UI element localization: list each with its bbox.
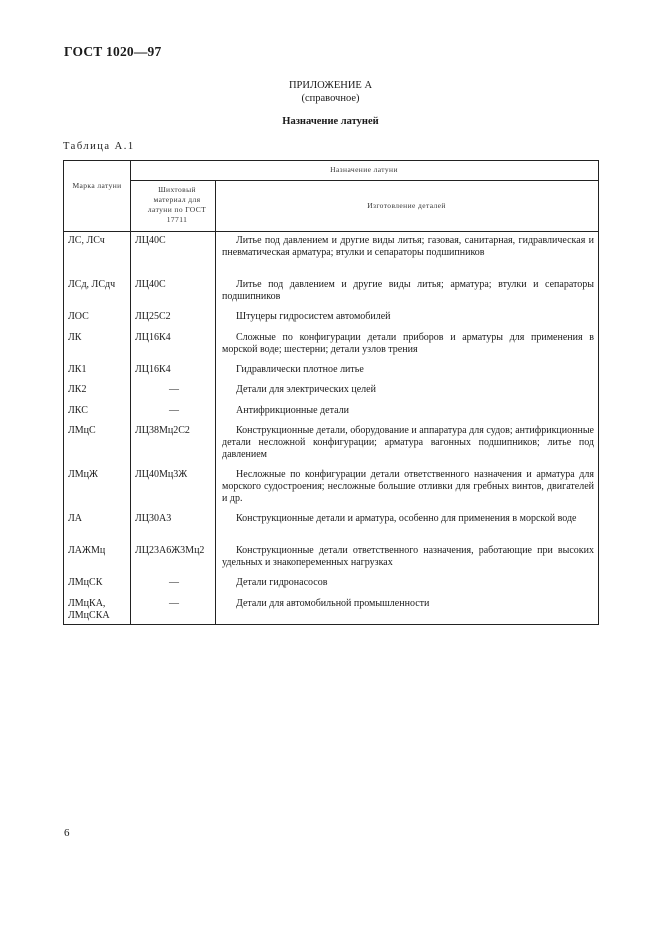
material-cell: ЛЦ16К4: [135, 364, 171, 375]
brand-cell: ЛК2: [68, 384, 87, 395]
column-divider: [215, 180, 216, 624]
brand-cell: ЛА: [68, 513, 83, 524]
appendix-note: (справочное): [301, 93, 360, 104]
header-purpose-group: Назначение латуни: [330, 165, 398, 174]
brand-cell: ЛОС: [68, 311, 89, 322]
document-code: ГОСТ 1020—97: [64, 44, 162, 59]
brand-cell: ЛК1: [68, 364, 87, 375]
material-cell: ЛЦ30А3: [135, 513, 172, 524]
material-cell: —: [169, 405, 179, 416]
parts-cell: Детали гидронасосов: [236, 577, 328, 588]
appendix-heading: [0, 79, 661, 105]
parts-cell: Гидравлически плотное литье: [236, 364, 364, 375]
parts-cell: Штуцеры гидросистем автомобилей: [236, 311, 391, 322]
brand-cell: ЛМцСК: [68, 577, 103, 588]
material-cell: ЛЦ25С2: [135, 311, 171, 322]
header-divider: [130, 180, 598, 181]
section-title: Назначение латуней: [282, 116, 379, 127]
brand-cell: ЛМцКА, ЛМцСКА: [68, 598, 110, 621]
parts-cell: Несложные по конфигурации детали ответственного назначения и арматура для морского судостроения; несложные большие отливки для гребных винтов, двигателей и др.: [222, 469, 594, 504]
material-cell: ЛЦ38Мц2С2: [135, 425, 190, 436]
parts-cell: Детали для электрических целей: [236, 384, 376, 395]
parts-cell: Литье под давлением и другие виды литья; арматура; втулки и сепараторы подшипников: [222, 279, 594, 302]
brand-cell: ЛАЖМц: [68, 545, 106, 556]
parts-cell: Конструкционные детали и арматура, особенно для применения в морской воде: [236, 513, 577, 524]
material-cell: —: [169, 577, 179, 588]
material-cell: ЛЦ40Мц3Ж: [135, 469, 188, 480]
parts-cell: Детали для автомобильной промышленности: [236, 598, 430, 609]
parts-cell: Конструкционные детали, оборудование и аппаратура для судов; антифрикционные детали несложной конфигурации; арматура вагонных подшипников; литье под давлением: [222, 425, 594, 460]
material-cell: ЛЦ40С: [135, 279, 166, 290]
parts-cell: Конструкционные детали ответственного назначения, работающие при высоких удельных и знакопеременных нагрузках: [222, 545, 594, 568]
brass-purpose-table: [63, 160, 599, 625]
parts-cell: Антифрикционные детали: [236, 405, 349, 416]
parts-cell: Сложные по конфигурации детали приборов и арматуры для применения в морской воде; шестерни; детали узлов трения: [222, 332, 594, 355]
table-label: Таблица А.1: [63, 141, 135, 152]
material-cell: —: [169, 384, 179, 395]
material-cell: ЛЦ23А6Ж3Мц2: [135, 545, 205, 556]
header-charge-material: Шихтовый материал для латуни по ГОСТ 17711: [147, 185, 207, 224]
material-cell: ЛЦ40С: [135, 235, 166, 246]
brand-cell: ЛК: [68, 332, 82, 343]
material-cell: —: [169, 598, 179, 609]
header-brand: Марка латуни: [72, 181, 122, 190]
appendix-title: ПРИЛОЖЕНИЕ А: [288, 80, 373, 91]
brand-cell: ЛСд, ЛСдч: [68, 279, 116, 290]
header-bottom-border: [64, 231, 598, 232]
brand-cell: ЛМцЖ: [68, 469, 98, 480]
material-cell: ЛЦ16К4: [135, 332, 171, 343]
brand-cell: ЛКС: [68, 405, 88, 416]
brand-cell: ЛМцС: [68, 425, 96, 436]
brand-cell: ЛС, ЛСч: [68, 235, 105, 246]
page-number: 6: [64, 827, 70, 839]
parts-cell: Литье под давлением и другие виды литья; газовая, санитарная, гидравлическая и пневматическая арматура; втулки и сепараторы подшипников: [222, 235, 594, 258]
header-parts-manufacturing: Изготовление деталей: [367, 201, 446, 210]
